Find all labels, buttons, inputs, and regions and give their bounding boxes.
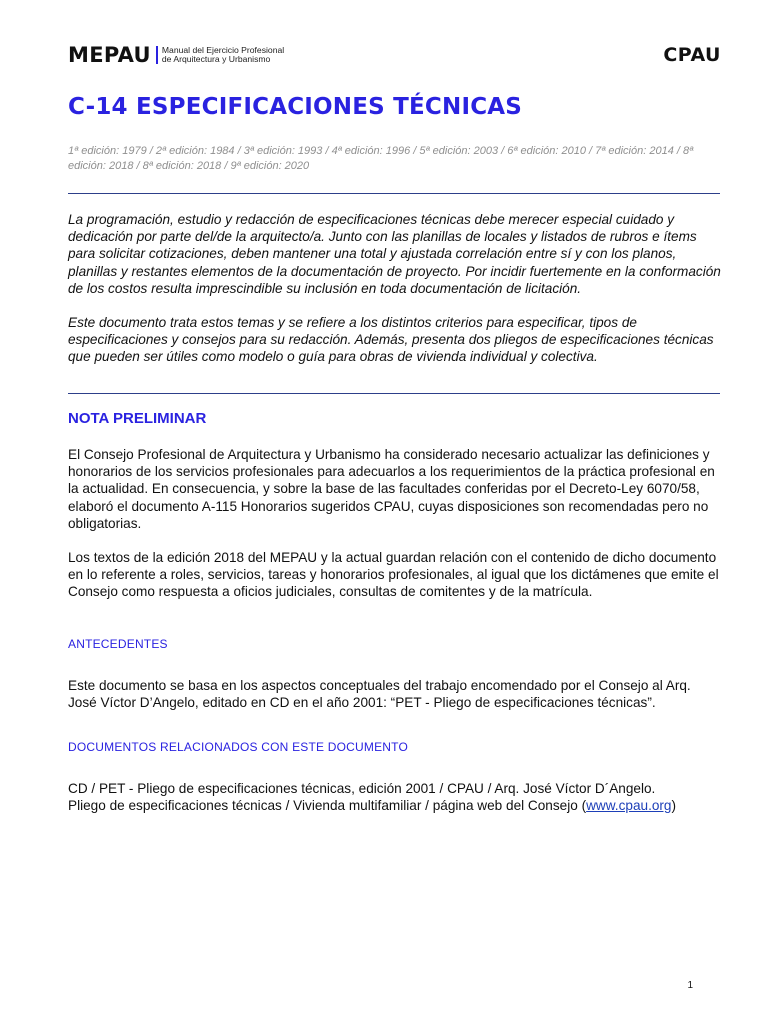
cpau-logo: CPAU [663, 44, 721, 66]
mepau-logo: MEPAU [68, 43, 151, 67]
brand-subtitle [162, 46, 284, 65]
document-title: C-14 ESPECIFICACIONES TÉCNICAS [68, 94, 523, 120]
nota-paragraph-2: Los textos de la edición 2018 del MEPAU y la actual guardan relación con el contenido de dicho documento en lo referente a roles, servicios, tareas y honorarios profesionales, al igual que los dictámenes que emite el Consejo como respuesta a oficios judiciales, consultas de comitentes y de la matrícula. [68, 550, 719, 600]
nota-preliminar-heading: NOTA PRELIMINAR [68, 410, 207, 427]
page-header [68, 43, 721, 67]
editions-list: 1ª edición: 1979 / 2ª edición: 1984 / 3ª edición: 1993 / 4ª edición: 1996 / 5ª edición: 2003 / 6ª edición: 2010 / 7ª edición: 2014 / 8ª edición: 2018 / 8ª edición: 2018 / 9ª edición: 2020 [68, 145, 694, 172]
documentos-relacionados-body [68, 780, 723, 814]
intro-paragraph-2: Este documento trata estos temas y se refiere a los distintos criterios para especificar, tipos de especificaciones y consejos para su redacción. Además, presenta dos pliegos de especificaciones técnicas que pueden ser útiles como modelo o guía para obras de vivienda individual y colectiva. [68, 315, 714, 365]
intro-paragraph-1: La programación, estudio y redacción de especificaciones técnicas debe merecer especial cuidado y dedicación por parte del/de la arquitecto/a. Junto con las planillas de locales y listados de rubros e ítems para solicitar cotizaciones, deben mantener una total y ajustada correlación entre sí y con los planos, planillas y restantes elementos de la documentación de proyecto. Por incidir fuertemente en la conformación de los costos resulta imprescindible su inclusión en toda documentación de licitación. [68, 212, 721, 296]
antecedentes-text: Este documento se basa en los aspectos conceptuales del trabajo encomendado por el Consejo al Arq. José Víctor D’Angelo, editado en CD en el año 2001: “PET - Pliego de especificaciones técnicas”. [68, 678, 691, 711]
cpau-website-link[interactable]: www.cpau.org [586, 798, 672, 814]
antecedentes-body [68, 677, 723, 728]
antecedentes-heading: ANTECEDENTES [68, 637, 168, 651]
intro-section [68, 211, 723, 383]
related-doc-line-1: CD / PET - Pliego de especificaciones técnicas, edición 2001 / CPAU / Arq. José Víctor D´Angelo. [68, 781, 656, 796]
page-number: 1 [687, 980, 693, 991]
related-doc-line-2-text: Pliego de especificaciones técnicas / Vivienda multifamiliar / página web del Consejo ( [68, 798, 587, 814]
related-doc-line-2-close: ) [671, 798, 677, 814]
brand-subtitle-line2: de Arquitectura y Urbanismo [161, 54, 271, 64]
related-doc-line-2 [68, 797, 723, 814]
divider-bottom [68, 393, 720, 394]
divider-top [68, 193, 720, 194]
brand-divider [156, 46, 158, 64]
brand-subtitle-line1: Manual del Ejercicio Profesional [161, 44, 285, 55]
mepau-brand [68, 43, 284, 67]
nota-paragraph-1: El Consejo Profesional de Arquitectura y Urbanismo ha considerado necesario actualizar las definiciones y honorarios de los servicios profesionales para adecuarlos a los requerimientos de la práctica profesional en la actualidad. En consecuencia, y sobre la base de las facultades conferidas por el Decreto-Ley 6070/58, elaboró el documento A-115 Honorarios sugeridos CPAU, cuyas disposiciones son recomendadas pero no obligatorias. [68, 447, 715, 531]
nota-preliminar-body [68, 446, 723, 618]
documentos-relacionados-heading: DOCUMENTOS RELACIONADOS CON ESTE DOCUMENTO [68, 740, 408, 754]
